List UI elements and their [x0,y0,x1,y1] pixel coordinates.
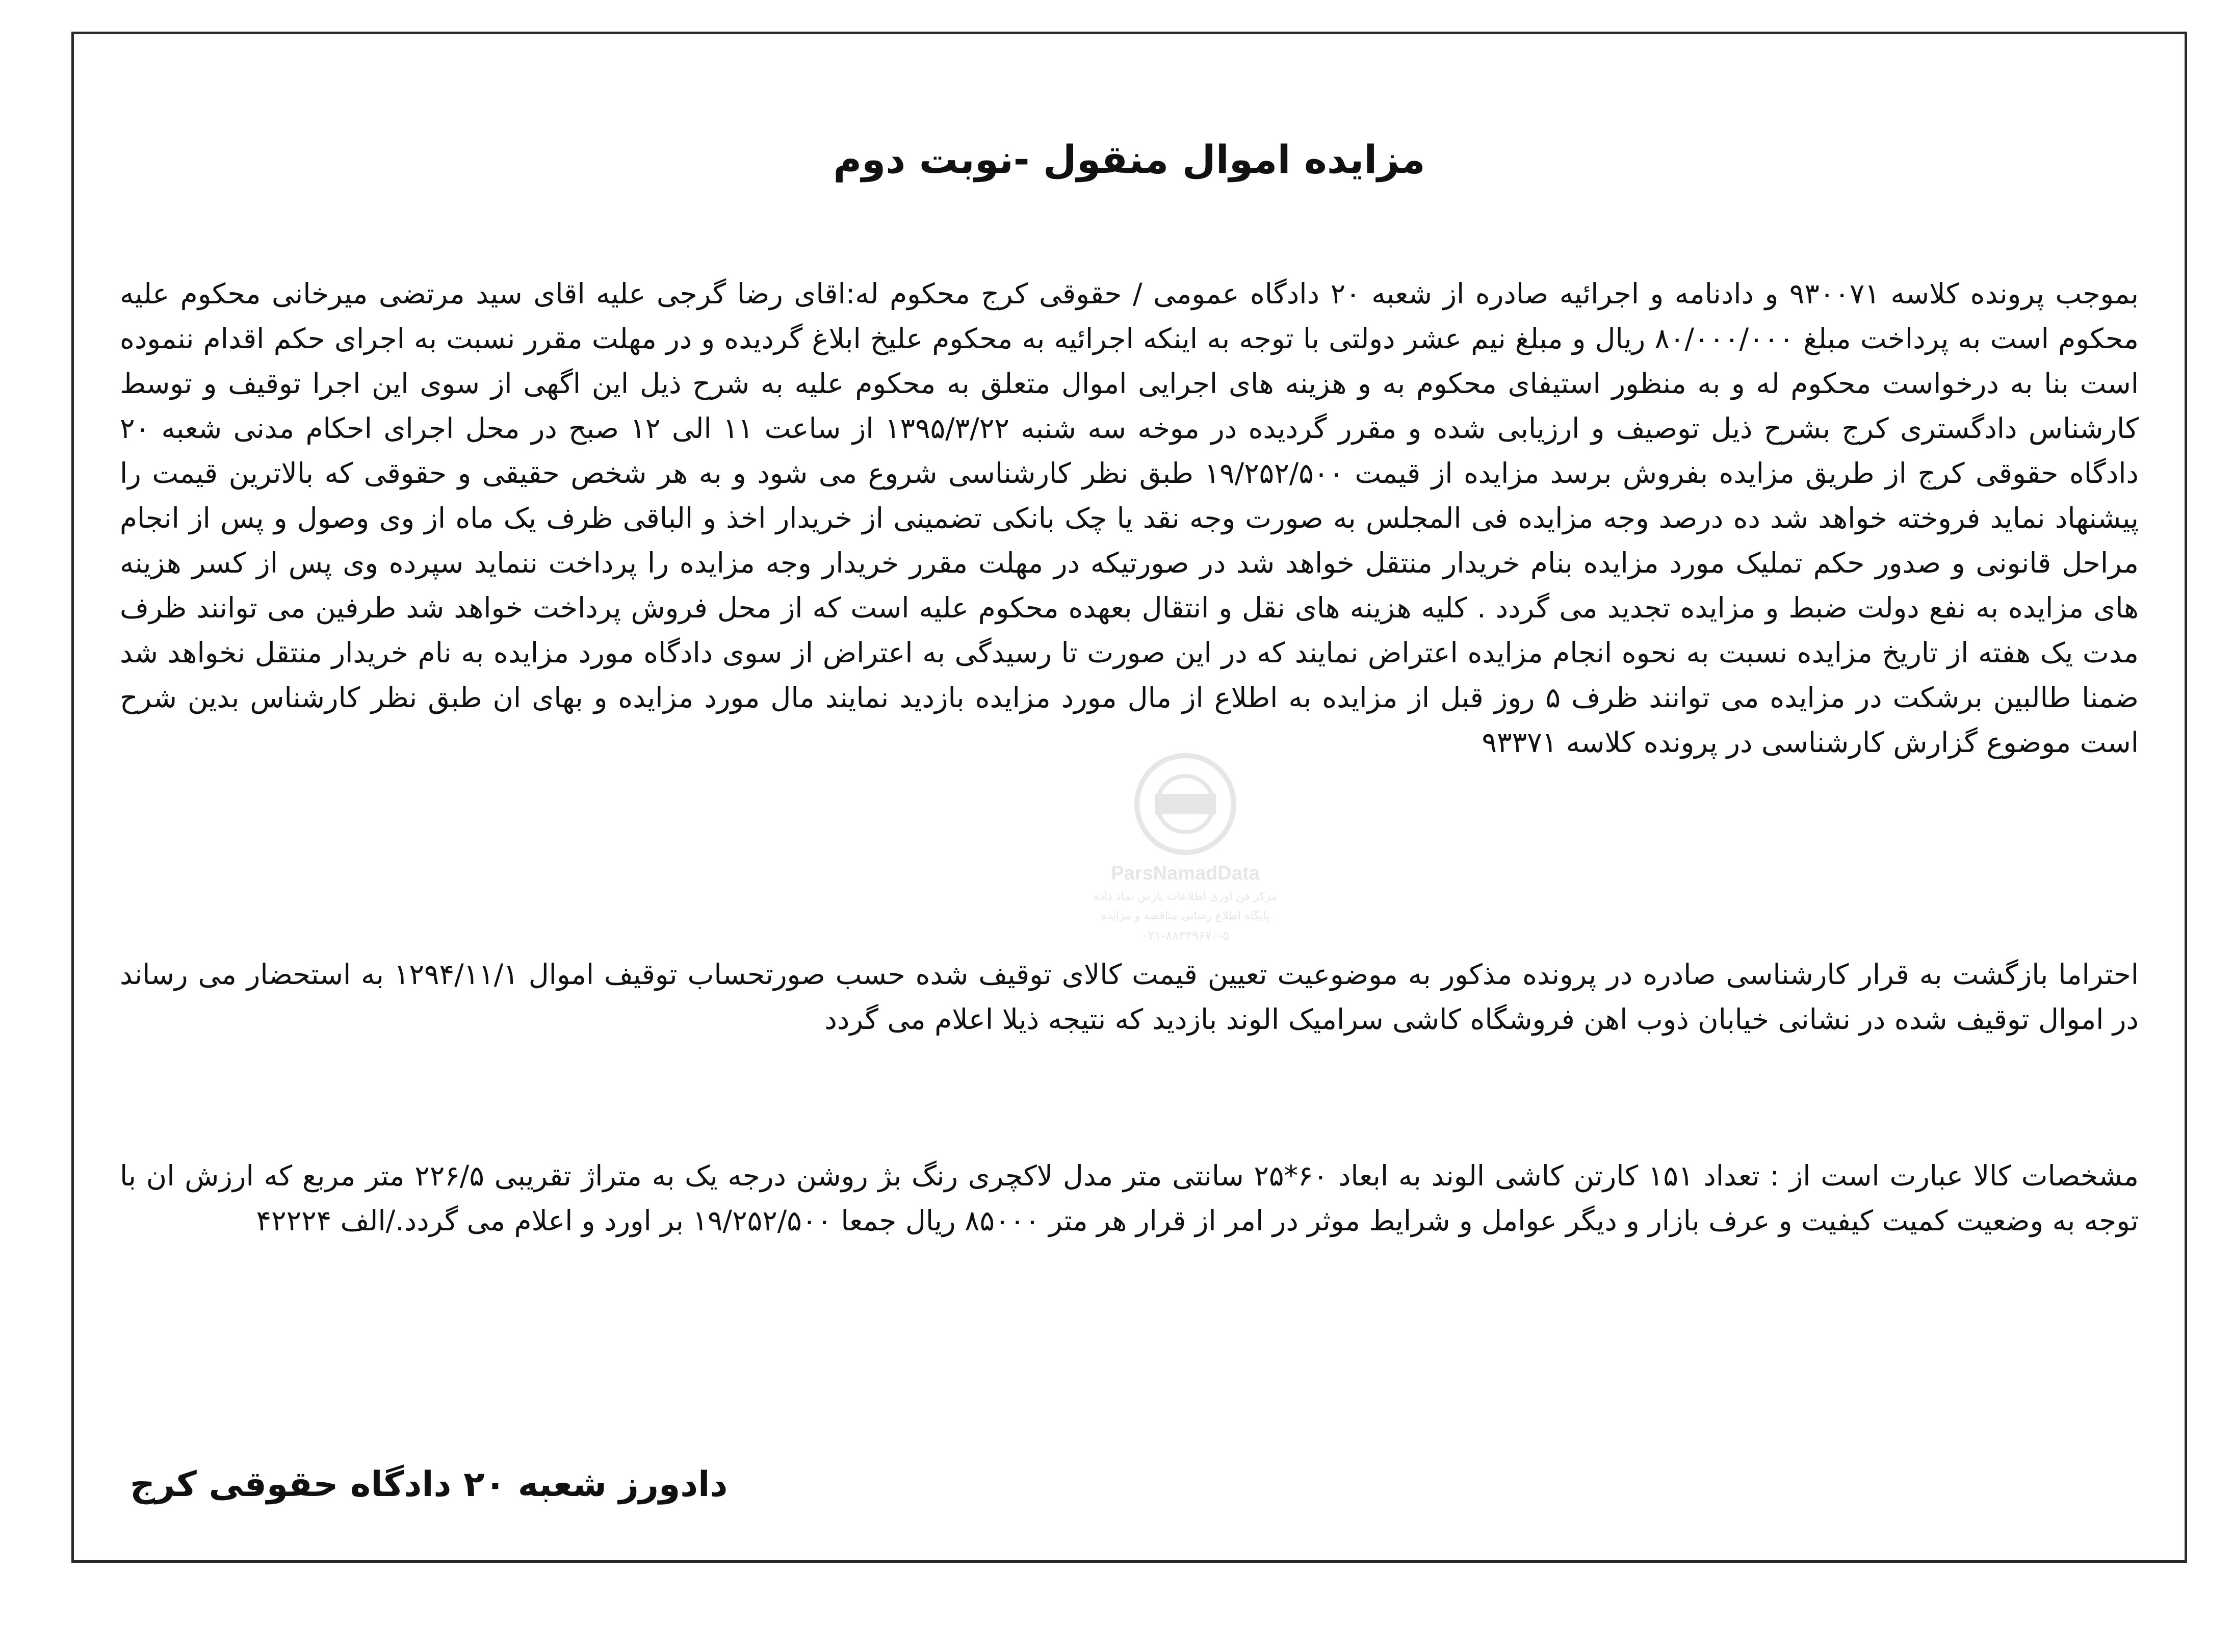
svg-text:۰۲۱-۸۸۳۴۹۶۷۰-۵: ۰۲۱-۸۸۳۴۹۶۷۰-۵ [1141,928,1230,943]
notice-paragraph-goods-specification: مشخصات کالا عبارت است از : تعداد ۱۵۱ کارتن کاشی الوند به ابعاد ۶۰*۲۵ سانتی متر مدل لاکچری رنگ بژ روشن درجه یک به متراژ تقریبی ۲۲۶/۵ متر مربع که ارزش ان با توجه به وضعیت کمیت کیفیت و عرف بازار و دیگر عوامل و شرایط موثر در امر از قرار هر متر ۸۵۰۰۰ ریال جمعا ۱۹/۲۵۲/۵۰۰ بر اورد و اعلام می گردد./الف ۴۲۲۲۴ [120,1159,2139,1237]
notice-paragraph-expert-report: احتراما بازگشت به قرار کارشناسی صادره در پرونده مذکور به موضوعیت تعیین قیمت کالای توقیف شده حسب صورتحساب توقیف اموال ۱۲۹۴/۱۱/۱ به استحضار می رساند در اموال توقیف شده در نشانی خیابان ذوب اهن فروشگاه کاشی سرامیک الوند بازدید که نتیجه ذیلا اعلام می گردد [120,958,2139,1036]
svg-text:ParsNamadData: ParsNamadData [1111,863,1260,884]
parsnamaddata-watermark-logo [1073,738,1297,962]
svg-text:مرکز فن آوری اطلاعات پارس نماد: مرکز فن آوری اطلاعات پارس نماد داده [1093,890,1278,903]
notice-title: مزایده اموال منقول -نوبت دوم [833,137,1425,182]
svg-text:پایگاه اطلاع رسانی مناقصه و مز: پایگاه اطلاع رسانی مناقصه و مزایده [1101,910,1270,922]
notice-signature: دادورز شعبه ۲۰ دادگاه حقوقی کرج [130,1464,728,1505]
notice-frame [71,32,2187,1563]
notice-paragraph-case-details: بموجب پرونده کلاسه ۹۳۰۰۷۱ و دادنامه و اجرائیه صادره از شعبه ۲۰ دادگاه عمومی / حقوقی کرج محکوم له:اقای رضا گرجی علیه اقای سید مرتضی میرخانی محکوم علیه محکوم است به پرداخت مبلغ ۸۰/۰۰۰/۰۰۰ ریال و مبلغ نیم عشر دولتی با توجه به اینکه اجرائیه به محکوم علیخ ابلاغ گردیده و در مهلت مقرر نسبت به اجرای حکم اقدام ننموده است بنا به درخواست محکوم له و به منظور استیفای محکوم به و هزینه های اجرایی اموال متعلق به محکوم علیه به شرح ذیل این اگهی از سوی این اجرا توقیف و توسط کارشناس دادگستری کرج بشرح ذیل توصیف و ارزیابی شده و مقرر گردیده در موخه سه شنبه ۱۳۹۵/۳/۲۲ از ساعت ۱۱ الی ۱۲ صبح در محل اجرای احکام مدنی شعبه ۲۰ دادگاه حقوقی کرج از طریق مزایده بفروش برسد مزایده از قیمت ۱۹/۲۵۲/۵۰۰ طبق نظر کارشناسی شروع می شود و به هر شخص حقیقی و حقوقی که بالاترین قیمت را پیشنهاد نماید فروخته خواهد شد ده درصد وجه مزایده فی المجلس به صورت وجه نقد یا چک بانکی تضمینی از خریدار اخذ و الباقی ظرف یک ماه از وی وصول و پس از انجام مراحل قانونی و صدور حکم تملیک مورد مزایده بنام خریدار منتقل خواهد شد در صورتیکه در مهلت مقرر خریدار وجه مزایده را پرداخت ننماید سپرده وی پس از کسر هزینه های مزایده به نفع دولت ضبط و مزایده تجدید می گردد . کلیه هزینه های نقل و انتقال بعهده محکوم علیه است که از محل فروش پرداخت خواهد شد طرفین می توانند ظرف مدت یک هفته از تاریخ مزایده نسبت به نحوه انجام مزایده اعتراض نمایند که در این صورت تا رسیدگی به اعتراض از سوی دادگاه مورد مزایده به نام خریدار منتقل نخواهد شد ضمنا طالبین برشکت در مزایده می توانند ظرف ۵ روز قبل از مزایده به اطلاع از مال مورد مزایده بازدید نمایند مال مورد مزایده و بهای ان طبق نظر کارشناس بدین شرح است موضوع گزارش کارشناسی در پرونده کلاسه ۹۳۳۷۱ [120,277,2139,759]
